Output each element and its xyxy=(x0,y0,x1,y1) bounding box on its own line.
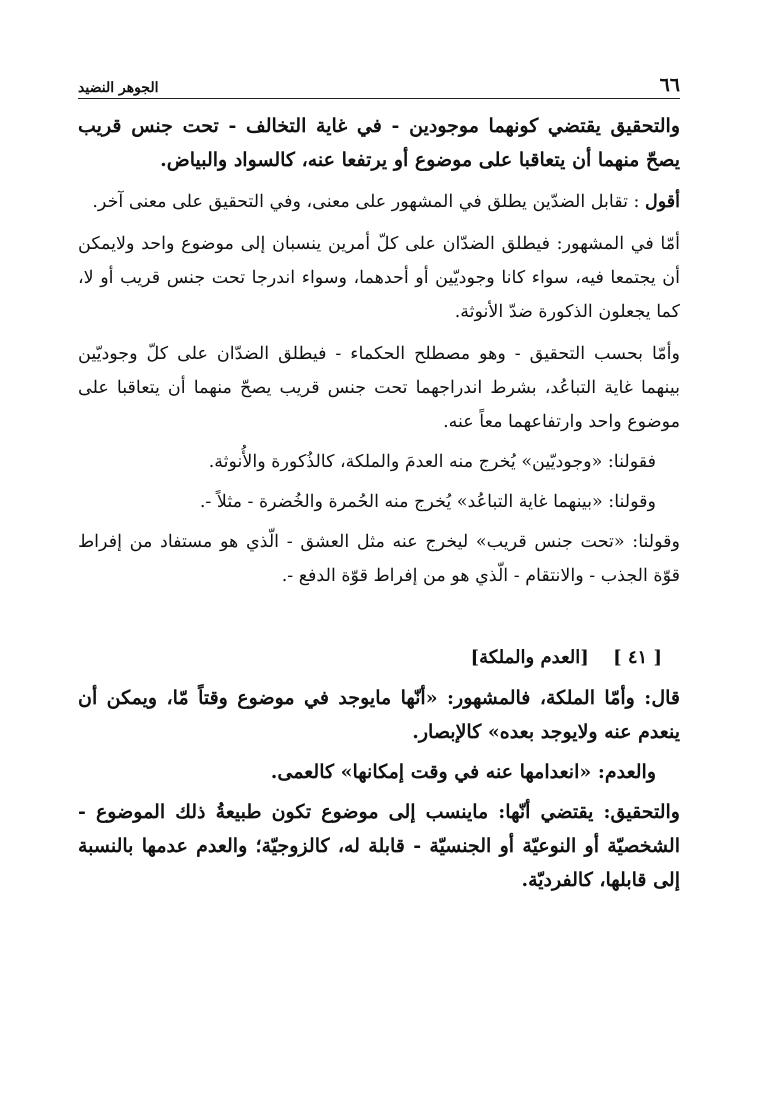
matn-paragraph: والعدم: «انعدامها عنه في وقت إمكانها» كالعمى. xyxy=(270,761,656,783)
matn-paragraph xyxy=(78,681,680,749)
page-header xyxy=(78,70,680,99)
matn-lead-word: قال xyxy=(651,687,680,709)
section-title: [العدم والملكة] xyxy=(470,647,589,668)
commentary-lead-word: أقول xyxy=(645,192,680,212)
commentary-paragraph: وقولنا: «بينهما غاية التباعُد» يُخرج منه الحُمرة والخُضرة - مثلاً -. xyxy=(199,492,656,512)
section-heading xyxy=(78,641,680,675)
commentary-paragraph: فقولنا: «وجوديّين» يُخرج منه العدمَ والملكة، كالذُكورة والأُنوثة. xyxy=(208,452,656,472)
running-title: الجوهر النضيد xyxy=(78,80,159,96)
commentary-paragraph xyxy=(78,185,680,219)
page-number: ٦٦ xyxy=(659,74,680,96)
matn-text: : وأمّا الملكة، فالمشهور: «أنّها مايوجد في موضوع وقتاً مّا، ويمكن أن ينعدم عنه ولايوجد بعده» كالإبصار. xyxy=(78,687,680,743)
matn-paragraph: والتحقيق يقتضي كونهما موجودين - في غاية التخالف - تحت جنس قريب يصحّ منهما أن يتعاقبا على موضوع أو يرتفعا عنه، كالسواد والبياض. xyxy=(78,115,680,171)
matn-paragraph: والتحقيق: يقتضي أنّها: ماينسب إلى موضوع تكون طبيعةُ ذلك الموضوع - الشخصيّة أو النوعيّة أو الجنسيّة - قابلة له، كالزوجيّة؛ والعدم عدمها بالنسبة إلى قابلها، كالفرديّة. xyxy=(78,801,680,891)
section-number: [ ٤١ ] xyxy=(613,647,662,668)
commentary-text: : تقابل الضدّين يطلق في المشهور على معنى، وفي التحقيق على معنى آخر. xyxy=(92,192,646,212)
book-page xyxy=(78,70,680,897)
commentary-paragraph: وأمّا بحسب التحقيق - وهو مصطلح الحكماء - فيطلق الضدّان على كلّ وجوديّين بينهما غاية التباعُد، بشرط اندراجهما تحت جنس قريب يصحّ منهما أن يتعاقبا على موضوع واحد وارتفاعهما معاً عنه. xyxy=(78,344,680,432)
commentary-paragraph: أمّا في المشهور: فيطلق الضدّان على كلّ أمرين ينسبان إلى موضوع واحد ولايمكن أن يجتمعا فيه، سواء كانا وجوديّين أو أحدهما، وسواء اندرجا تحت جنس قريب أو لا، كما يجعلون الذكورة ضدّ الأنوثة. xyxy=(78,234,680,322)
commentary-paragraph: وقولنا: «تحت جنس قريب» ليخرج عنه مثل العشق - الّذي هو مستفاد من إفراط قوّة الجذب - والانتقام - الّذي هو من إفراط قوّة الدفع -. xyxy=(78,532,680,586)
page-content xyxy=(78,109,680,897)
